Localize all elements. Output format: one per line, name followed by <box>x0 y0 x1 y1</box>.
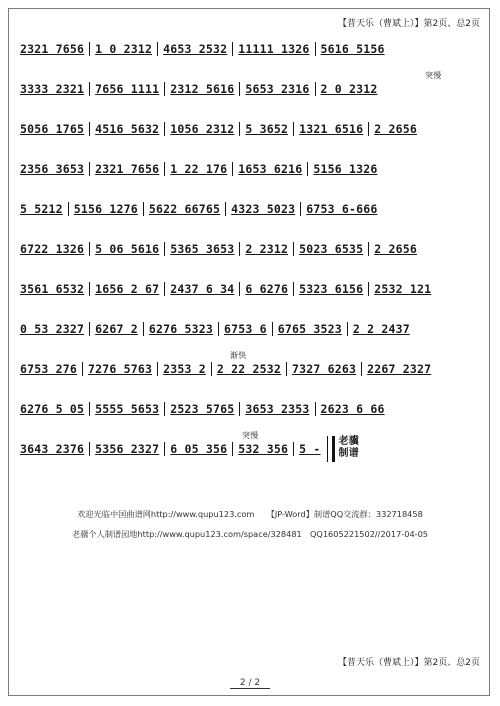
barline <box>157 362 158 376</box>
measure: 2312 5616 <box>170 82 235 96</box>
barline <box>143 322 144 336</box>
barline <box>239 242 240 256</box>
signature <box>339 436 359 460</box>
barline <box>293 442 294 456</box>
barline <box>89 242 90 256</box>
signature-line1: 老骥 <box>338 436 359 447</box>
barline <box>232 42 233 56</box>
tempo-mark: 渐快 <box>230 351 247 360</box>
measure: 6753 6 <box>224 322 267 336</box>
measure: 2 2312 <box>245 242 289 256</box>
barline <box>164 122 165 136</box>
barline <box>89 282 90 296</box>
barline <box>82 362 83 376</box>
barline <box>239 122 240 136</box>
barline <box>368 122 369 136</box>
barline <box>300 202 301 216</box>
measure: 1 22 176 <box>170 162 228 176</box>
footer-contact-line: 老骥个人制谱园地http://www.qupu123.com/space/328481 QQ1605221502//2017-04-05 <box>71 529 429 539</box>
barline <box>164 282 165 296</box>
barline <box>164 162 165 176</box>
measure: 5616 5156 <box>320 42 385 56</box>
barline <box>89 402 90 416</box>
barline <box>368 242 369 256</box>
measure: 5356 2327 <box>95 442 160 456</box>
measure: 11111 1326 <box>238 42 310 56</box>
measure: 1 0 2312 <box>95 42 153 56</box>
barline <box>361 362 362 376</box>
measure: 5365 3653 <box>170 242 235 256</box>
score-line <box>20 276 476 316</box>
measure: 6 6276 <box>245 282 289 296</box>
measure: 7276 5763 <box>88 362 153 376</box>
barline <box>315 402 316 416</box>
measure: 2532 121 <box>374 282 432 296</box>
barline <box>232 442 233 456</box>
measure: 6722 1326 <box>20 242 85 256</box>
measure: 5 06 5616 <box>95 242 160 256</box>
score-area <box>20 36 476 476</box>
measure: 2 2656 <box>374 242 417 256</box>
measure: 6276 5 05 <box>20 402 85 416</box>
score-line <box>20 71 476 116</box>
barline <box>218 322 219 336</box>
barline <box>164 82 165 96</box>
barline <box>157 42 158 56</box>
score-line <box>20 351 476 396</box>
signature-line2: 制谱 <box>338 448 359 459</box>
score-line <box>20 316 476 356</box>
barline <box>368 282 369 296</box>
measure: 3643 2376 <box>20 442 85 456</box>
measure: 4516 5632 <box>95 122 160 136</box>
measure: 3653 2353 <box>245 402 310 416</box>
measure: 6753 276 <box>20 362 77 376</box>
barline <box>272 322 273 336</box>
measure: 1653 6216 <box>238 162 303 176</box>
barline <box>89 162 90 176</box>
barline <box>293 282 294 296</box>
measure: 2523 5765 <box>170 402 235 416</box>
measure: 5323 6156 <box>299 282 364 296</box>
score-line <box>20 431 476 476</box>
barline <box>239 82 240 96</box>
barline <box>315 82 316 96</box>
score-line <box>20 236 476 276</box>
measure: 5 - <box>299 442 321 456</box>
barline <box>89 82 90 96</box>
measure: 5156 1276 <box>73 202 138 216</box>
measure: 5653 2316 <box>245 82 310 96</box>
measure: 5 5212 <box>20 202 63 216</box>
measure: 5156 1326 <box>313 162 378 176</box>
measure: 2 2 2437 <box>352 322 410 336</box>
barline <box>347 322 348 336</box>
barline <box>293 122 294 136</box>
barline <box>286 362 287 376</box>
barline <box>239 282 240 296</box>
page-number <box>0 678 500 688</box>
barline <box>239 402 240 416</box>
barline <box>164 402 165 416</box>
measure: 2 2656 <box>374 122 417 136</box>
page-header: 【普天乐（曹斌上）】第2页、总2页 <box>338 19 480 29</box>
barline <box>89 122 90 136</box>
measure: 7656 1111 <box>95 82 160 96</box>
barline <box>225 202 226 216</box>
barline <box>307 162 308 176</box>
barline <box>164 442 165 456</box>
measure: 2437 6 34 <box>170 282 235 296</box>
score-line <box>20 196 476 236</box>
score-line <box>20 36 476 76</box>
measure: 6 05 356 <box>170 442 228 456</box>
measure: 5023 6535 <box>299 242 364 256</box>
measure: 2 22 2532 <box>216 362 281 376</box>
score-line <box>20 116 476 156</box>
tempo-mark: 突慢 <box>425 71 442 80</box>
barline <box>315 42 316 56</box>
measure: 2321 7656 <box>95 162 160 176</box>
measure: 1056 2312 <box>170 122 235 136</box>
barline <box>232 162 233 176</box>
page-number-text: 2 / 2 <box>230 678 270 689</box>
measure: 6765 3523 <box>277 322 342 336</box>
measure: 5 3652 <box>245 122 289 136</box>
measure: 2623 6 66 <box>320 402 385 416</box>
barline <box>89 322 90 336</box>
measure: 5056 1765 <box>20 122 85 136</box>
measure: 4653 2532 <box>163 42 228 56</box>
measure: 532 356 <box>238 442 289 456</box>
final-barline <box>327 436 335 462</box>
barline <box>164 242 165 256</box>
measure: 2 0 2312 <box>320 82 378 96</box>
measure: 2356 3653 <box>20 162 85 176</box>
measure: 5622 66765 <box>148 202 221 216</box>
measure: 6267 2 <box>95 322 138 336</box>
measure: 6276 5323 <box>148 322 213 336</box>
measure: 6753 6-666 <box>306 202 378 216</box>
measure: 2353 2 <box>163 362 206 376</box>
measure: 5555 5653 <box>95 402 160 416</box>
measure: 7327 6263 <box>292 362 357 376</box>
measure: 2267 2327 <box>367 362 432 376</box>
measure: 1321 6516 <box>299 122 364 136</box>
tempo-mark: 突慢 <box>242 431 259 440</box>
measure: 3333 2321 <box>20 82 85 96</box>
barline <box>68 202 69 216</box>
footer-website-line: 欢迎光临中国曲谱网http://www.qupu123.com 【JP-Word】制谱QQ交流群：332718458 <box>77 509 423 519</box>
barline <box>293 242 294 256</box>
score-line <box>20 156 476 196</box>
measure: 2321 7656 <box>20 42 85 56</box>
barline <box>143 202 144 216</box>
barline <box>211 362 212 376</box>
barline <box>89 442 90 456</box>
measure: 1656 2 67 <box>95 282 160 296</box>
barline <box>89 42 90 56</box>
measure: 3561 6532 <box>20 282 85 296</box>
footer-page-label: 【普天乐（曹斌上）】第2页、总2页 <box>338 658 480 668</box>
measure: 4323 5023 <box>231 202 296 216</box>
measure: 0 53 2327 <box>20 322 85 336</box>
